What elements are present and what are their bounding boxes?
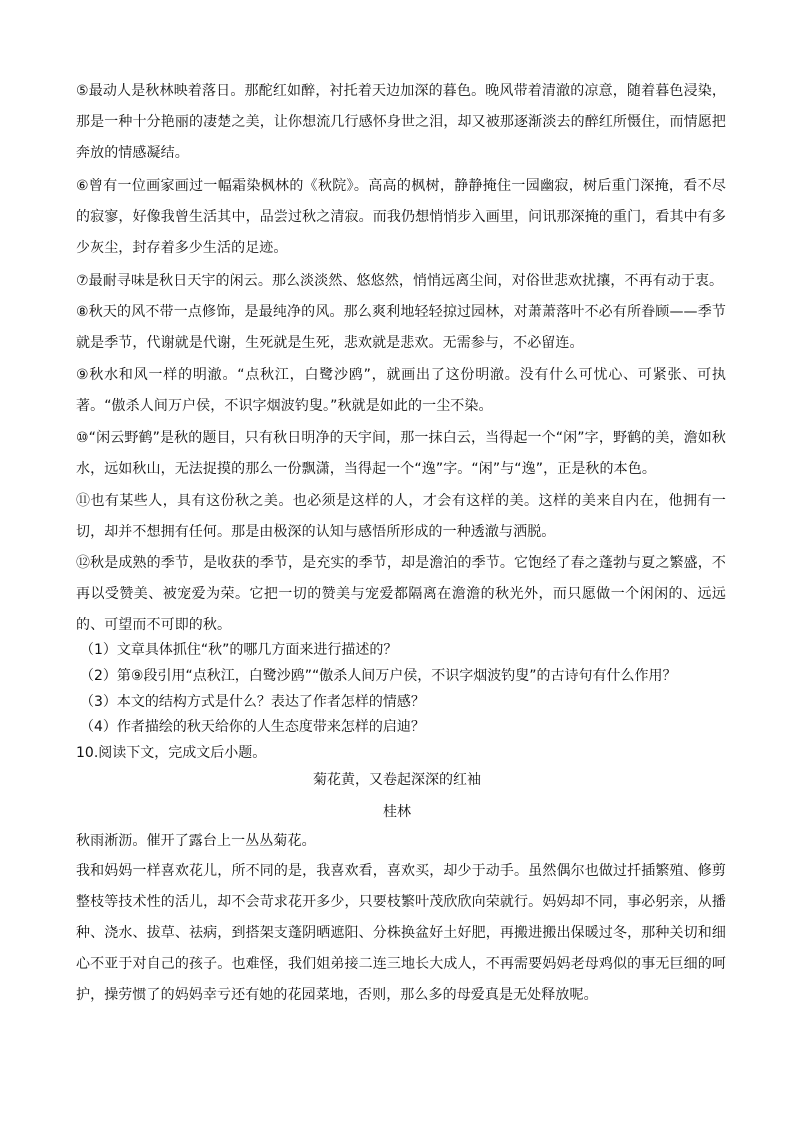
- question-1: （1）文章具体抓住“秋”的哪几方面来进行描述的？: [80, 642, 398, 658]
- article-paragraph-2: 我和妈妈一样喜欢花儿，所不同的是，我喜欢看，喜欢买，却少于动手。虽然偶尔也做过扦插繁殖、修剪整枝等技术性的活儿，却不会苛求花开多少，只要枝繁叶茂欣欣向荣就行。妈妈却不同，事必躬亲，从播种、浇水、拔草、祛病，到搭架支蓬阴晒遮阳、分株换盆好土好肥，再搬进搬出保暖过冬，那种关切和细心不亚于对自己的孩子。也难怪，我们姐弟接二连三地长大成人，不再需要妈妈老母鸡似的事无巨细的呵护，操劳惯了的妈妈幸亏还有她的花园菜地，否则，那么多的母爱真是无处释放呢。: [76, 863, 726, 1003]
- paragraph-7: ⑦最耐寻味是秋日天宇的闲云。那么淡淡然、悠悠然，悄悄远离尘间，对俗世悲欢扰攘，不再有动于衷。: [76, 273, 724, 289]
- item-10-instruction: 10.阅读下文，完成文后小题。: [76, 745, 267, 761]
- paragraph-6: ⑥曾有一位画家画过一幅霜染枫林的《秋院》。高高的枫树，静静掩住一园幽寂，树后重门深掩，看不尽的寂寥，好像我曾生活其中，品尝过秋之清寂。而我仍想悄悄步入画里，问讯那深掩的重门，看其中有多少灰尘，封存着多少生活的足迹。: [76, 178, 726, 256]
- paragraph-5: ⑤最动人是秋林映着落日。那酡红如醉，衬托着天边加深的暮色。晚风带着清澈的凉意，随着暮色浸染，那是一种十分艳丽的凄楚之美，让你想流几行感怀身世之泪，却又被那逐渐淡去的醉红所慑住，而情愿把奔放的情感凝结。: [76, 83, 726, 161]
- article-author: 桂林: [383, 804, 411, 820]
- question-4: （4）作者描绘的秋天给你的人生态度带来怎样的启迪？: [80, 719, 425, 735]
- paragraph-9: ⑨秋水和风一样的明澈。“点秋江，白鹭沙鸥”，就画出了这份明澈。没有什么可忧心、可紧张、可执著。“傲杀人间万户侯，不识字烟波钓叟。”秋就是如此的一尘不染。: [76, 367, 726, 414]
- article-sentence-1: 秋雨淅沥。催开了露台上一丛丛菊花。: [76, 833, 316, 849]
- question-3: （3）本文的结构方式是什么？表达了作者怎样的情感？: [80, 694, 425, 710]
- question-2: （2）第⑨段引用“点秋江，白鹭沙鸥”“傲杀人间万户侯，不识字烟波钓叟”的古诗句有什么作用？: [80, 668, 677, 684]
- paragraph-8: ⑧秋天的风不带一点修饰，是最纯净的风。那么爽利地轻轻掠过园林，对萧萧落叶不必有所眷顾——季节就是季节，代谢就是代谢，生死就是生死，悲欢就是悲欢。无需参与，不必留连。: [76, 304, 726, 351]
- paragraph-11: ⑪也有某些人，具有这份秋之美。也必须是这样的人，才会有这样的美。这样的美来自内在，他拥有一切，却并不想拥有任何。那是由极深的认知与感悟所形成的一种透澈与洒脱。: [76, 493, 726, 540]
- paragraph-10: ⑩“闲云野鹤”是秋的题目，只有秋日明净的天宇间，那一抹白云，当得起一个“闲”字，野鹤的美，澹如秋水，远如秋山，无法捉摸的那么一份飘潇，当得起一个“逸”字。“闲”与“逸”，正是秋的本色。: [76, 430, 727, 477]
- article-title: 菊花黄，又卷起深深的红袖: [313, 772, 481, 788]
- paragraph-12: ⑫秋是成熟的季节，是收获的季节，是充实的季节，却是澹泊的季节。它饱经了春之蓬勃与夏之繁盛，不再以受赞美、被宠爱为荣。它把一切的赞美与宠爱都隔离在澹澹的秋光外，而只愿做一个闲闲的、远远的、可望而不可即的秋。: [76, 555, 726, 633]
